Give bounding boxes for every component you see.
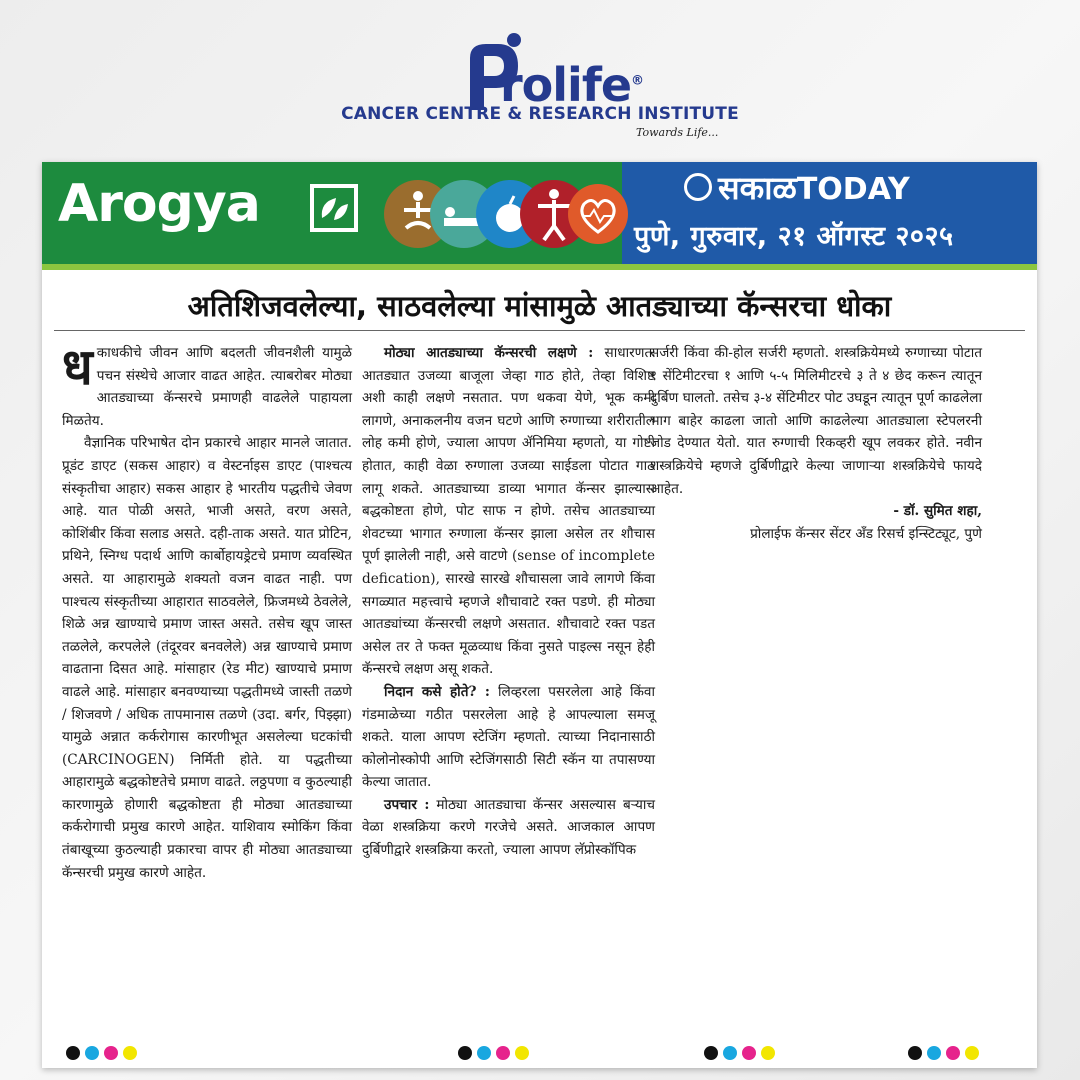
print-registration-marks bbox=[704, 1045, 780, 1059]
article-column-2 bbox=[362, 342, 655, 862]
newspaper-page bbox=[42, 162, 1037, 1068]
headline-rule bbox=[54, 330, 1025, 331]
prolife-logo bbox=[0, 18, 1080, 143]
publication-name: सकाळTODAY bbox=[684, 166, 910, 209]
diagnosis-heading: निदान कसे होते? : bbox=[384, 683, 490, 700]
logo-subtitle: CANCER CENTRE & RESEARCH INSTITUTE bbox=[341, 104, 739, 124]
print-registration-marks bbox=[908, 1045, 984, 1059]
health-icons bbox=[378, 170, 628, 260]
logo-wordmark: rolife® bbox=[500, 58, 644, 112]
surgery-paragraph: सर्जरी किंवा की-होल सर्जरी म्हणतो. शस्त्रक्रियेमध्ये रुग्णाच्या पोटात १ सेंटिमीटरचा १ आणि ५-५ मिलिमीटरचे ३ ते ४ छेद करून त्यातून दुर्बिण घालतो. तसेच ३-४ सेंटिमीटर पोट उघडून त्यातून पूर्ण काढलेला भाग बाहेर काढला जातो आणि काढलेल्या आतड्याला स्टेपलरनी जोड देण्यात येतो. यात रुग्णाची रिकव्हरी खूप लवकर होते. नवीन शस्त्रक्रियेचे म्हणजे दुर्बिणीद्वारे केल्या जाणाऱ्या शस्त्रक्रियेचे फायदे आहेत. bbox=[650, 345, 982, 497]
article-headline: अतिशिजवलेल्या, साठवलेल्या मांसामुळे आतड्याच्या कॅन्सरचा धोका bbox=[187, 289, 892, 323]
article-column-3 bbox=[650, 342, 982, 545]
dateline: पुणे, गुरुवार, २१ ऑगस्ट २०२५ bbox=[634, 221, 954, 252]
paragraph-2: वैज्ञानिक परिभाषेत दोन प्रकारचे आहार मानले जातात. प्रूडंट डाएट (सकस आहार) व वेस्टर्नाइस डाएट (पाश्चत्य संस्कृतीचा आहार) सकस आहार हे भारतीय पद्धतीचे जेवण आहे. यात पोळी असते, भाजी असते, वरण असते, कोशिंबीर किंवा सलाड असते. दही-ताक असते. यात प्रोटिन, प्रथिने, स्निग्ध पदार्थ आणि कार्बोहायड्रेटचे प्रमाण व्यवस्थित असते. या आहारामुळे शक्यतो वजन वाढत नाही. पण पाश्चत्य संस्कृतीच्या आहारात साठवलेले, फ्रिजमध्ये ठेवलेले, शिळे अन्न खाण्याचे प्रमाण जास्त असते. तसेच खूप जास्त तळलेले, करपलेले (तंदूरवर बनवलेले) अन्न खाण्याचे प्रमाण वाढताना दिसत आहे. मांसाहार (रेड मीट) खाण्याचे प्रमाण वाढले आहे. मांसाहार बनवण्याच्या पद्धतीमध्ये जास्ती तळणे / शिजवणे / अधिक तापमानास तळणे (उदा. बर्गर, पिझ्झा) यामुळे अन्नात कर्करोगास कारणीभूत असलेल्या घटकांची (CARCINOGEN) निर्मिती होते. या पद्धतीच्या आहारामुळे बद्धकोष्टतेचे प्रमाण वाढते. लठ्ठपणा व कुठल्याही कारणामुळे होणारी बद्धकोष्टता ही मोठ्या आतड्याच्या कर्करोगाची प्रमुख कारणे आहेत. याशिवाय स्मोकिंग किंवा तंबाखूच्या कुठल्याही प्रकारचा वापर ही मोठ्या आतड्याच्या कॅन्सरची प्रमुख कारणे आहेत. bbox=[62, 435, 352, 881]
section-title: Arogya bbox=[58, 174, 260, 234]
symptoms-paragraph: मोठ्या आतड्याच्या कॅन्सरची लक्षणे : साधारणतः आतड्यात उजव्या बाजूला जेव्हा गाठ होते, तेव्हा विशिष्ट अशी काही लक्षणे नसतात. पण थकवा येणे, भूक कमी लागणे, अनाकलनीय वजन घटणे आणि रुग्णाच्या शरीरातील लोह कमी होणे, ज्याला आपण ॲनिमिया म्हणतो, या गोष्टी होतात, काही वेळा रुग्णाला उजव्या साईडला पोटात गाठ लागू शकते. आतड्याच्या डाव्या भागात कॅन्सर झाल्यास बद्धकोष्टता होणे, पोट साफ न होणे. तसेच आतड्याच्या शेवटच्या भागात रुग्णाला कॅन्सर झाला असेल तर शौचास पूर्ण झालेली नाही, असे वाटणे (sense of incomplete defication), सारखे सारखे शौचासला जावे लागणे किंवा सगळ्यात महत्त्वाचे म्हणजे शौचावाटे रक्त पडणे. ही मोठ्या आतड्यांच्या कॅन्सरची लक्षणे असतात. शौचावाटे रक्त पडत असेल तर ते फक्त मूळव्याध किंवा नुसते पाइल्स नसून हेही कॅन्सरचे लक्षण असू शकते. bbox=[362, 345, 655, 678]
diagnosis-paragraph: निदान कसे होते? : लिव्हरला पसरलेला आहे किंवा गंडमाळेच्या गठीत पसरलेला आहे हे आपल्याला समजू शकते. याला आपण स्टेजिंग म्हणतो. त्याच्या निदानासाठी कोलोनोस्कोपी आणि स्टेजिंगसाठी सिटी स्कॅन या तपासण्या केल्या जातात. bbox=[362, 683, 655, 791]
article-column-1 bbox=[62, 337, 352, 884]
treatment-paragraph: उपचार : मोठ्या आतड्याचा कॅन्सर असल्यास बऱ्याच वेळा शस्त्रक्रिया करणे गरजेचे असते. आजकाल आपण दुर्बिणीद्वारे शस्त्रक्रिया करतो, ज्याला आपण लॅप्रोस्कॉपिक bbox=[362, 796, 656, 859]
dropcap: ध bbox=[62, 337, 93, 396]
banner-divider bbox=[42, 264, 1037, 270]
sakal-logo-icon bbox=[684, 173, 712, 201]
print-registration-marks bbox=[458, 1045, 534, 1059]
treatment-heading: उपचार : bbox=[384, 796, 430, 813]
author-affiliation: प्रोलाईफ कॅन्सर सेंटर अँड रिसर्च इन्स्टिट्यूट, पुणे bbox=[750, 525, 982, 542]
paragraph-1: धकाधकीचे जीवन आणि बदलती जीवनशैली यामुळे पचन संस्थेचे आजार वाढत आहेत. त्याबरोबर मोठ्या आतड्याच्या कॅन्सरचे प्रमाणही वाढलेले पाहायला मिळतेय. bbox=[62, 337, 352, 429]
heart-icon bbox=[568, 184, 628, 244]
print-registration-marks bbox=[66, 1045, 142, 1059]
symptoms-heading: मोठ्या आतड्याच्या कॅन्सरची लक्षणे : bbox=[384, 345, 594, 361]
leaf-icon bbox=[310, 184, 358, 232]
author-name: - डॉ. सुमित शहा, bbox=[893, 503, 982, 520]
logo-tagline: Towards Life... bbox=[636, 126, 719, 139]
